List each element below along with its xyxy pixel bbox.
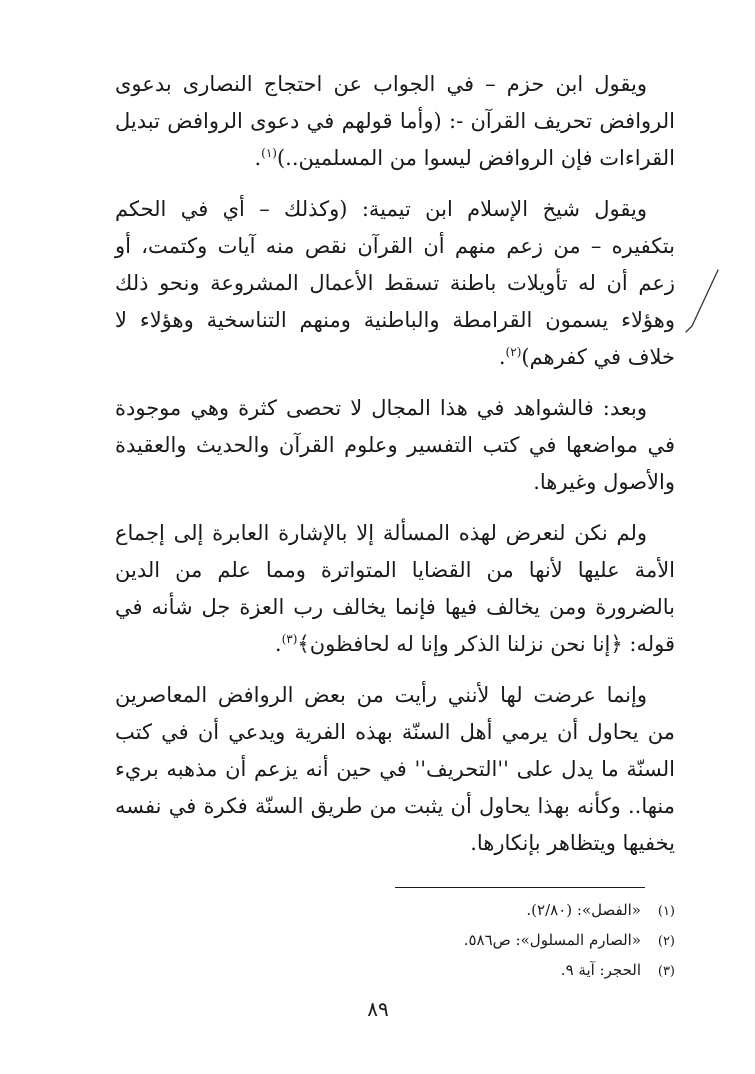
paragraph-text: ويقول شيخ الإسلام ابن تيمية: (وكذلك – أي في الحكم بتكفيره – من زعم منهم أن القرآن نقص منه آيات وكتمت، أو زعم أن له تأويلات باطنة تسقط الأعمال المشروعة ونحو ذلك وهؤلاء يسمون القرامطة والباطنية ومنهم التناسخية وهؤلاء لا خلاف في كفرهم) bbox=[115, 197, 675, 369]
footnote-item bbox=[115, 896, 675, 926]
footnote-reference: (١) bbox=[261, 146, 277, 160]
footnote-reference: (٢) bbox=[505, 345, 522, 359]
footnote-number: (١) bbox=[657, 904, 675, 919]
paragraph-end: . bbox=[274, 632, 282, 656]
footnote-number: (٢) bbox=[657, 934, 675, 949]
paragraph-reason bbox=[115, 677, 675, 862]
paragraph-ibn-hazm bbox=[115, 66, 675, 177]
paragraph-text: ويقول ابن حزم – في الجواب عن احتجاج النصارى بدعوى الروافض تحريف القرآن -: (وأما قولهم في دعوى الروافض تبديل القراءات فإن الروافض ليسوا من المسلمين..) bbox=[115, 72, 675, 170]
footnote-reference: (٣) bbox=[281, 632, 298, 646]
paragraph-evidence bbox=[115, 390, 675, 501]
paragraph-consensus bbox=[115, 515, 675, 663]
footnotes bbox=[115, 896, 675, 986]
paragraph-ibn-taymiyya bbox=[115, 191, 675, 376]
paragraph-end: . bbox=[498, 345, 506, 369]
footnote-number: (٣) bbox=[657, 964, 675, 979]
footnote-separator bbox=[395, 887, 645, 888]
footnote-text: «الفصل»: (٢/٨٠). bbox=[526, 901, 641, 919]
footnote-item bbox=[115, 926, 675, 956]
paragraph-text: وبعد: فالشواهد في هذا المجال لا تحصى كثرة وهي موجودة في مواضعها في كتب التفسير وعلوم القرآن والحديث والعقيدة والأصول وغيرها. bbox=[115, 396, 675, 494]
footnote-text: الحجر: آية ٩. bbox=[560, 961, 641, 979]
page-body bbox=[115, 66, 675, 876]
paragraph-end: . bbox=[254, 146, 262, 170]
paragraph-text: وإنما عرضت لها لأنني رأيت من بعض الروافض المعاصرين من يحاول أن يرمي أهل السنّة بهذه الفرية ويدعي أن في كتب السنّة ما يدل على ''التحريف'' في حين أنه يزعم أن مذهبه بريء منها.. وكأنه بهذا يحاول أن يثبت من طريق السنّة فكرة في نفسه يخفيها ويتظاهر بإنكارها. bbox=[115, 683, 675, 855]
page-number: ٨٩ bbox=[367, 997, 389, 1021]
margin-pencil-mark bbox=[682, 268, 722, 338]
paragraph-text: ولم نكن لنعرض لهذه المسألة إلا بالإشارة العابرة إلى إجماع الأمة عليها لأنها من القضايا المتواترة ومما علم من الدين بالضرورة ومن يخالف فيها فإنما يخالف رب العزة جل شأنه في قوله: ﴿إنا نحن نزلنا الذكر وإنا له لحافظون﴾ bbox=[115, 521, 675, 656]
footnote-text: «الصارم المسلول»: ص٥٨٦. bbox=[463, 931, 641, 949]
footnote-item bbox=[115, 956, 675, 986]
